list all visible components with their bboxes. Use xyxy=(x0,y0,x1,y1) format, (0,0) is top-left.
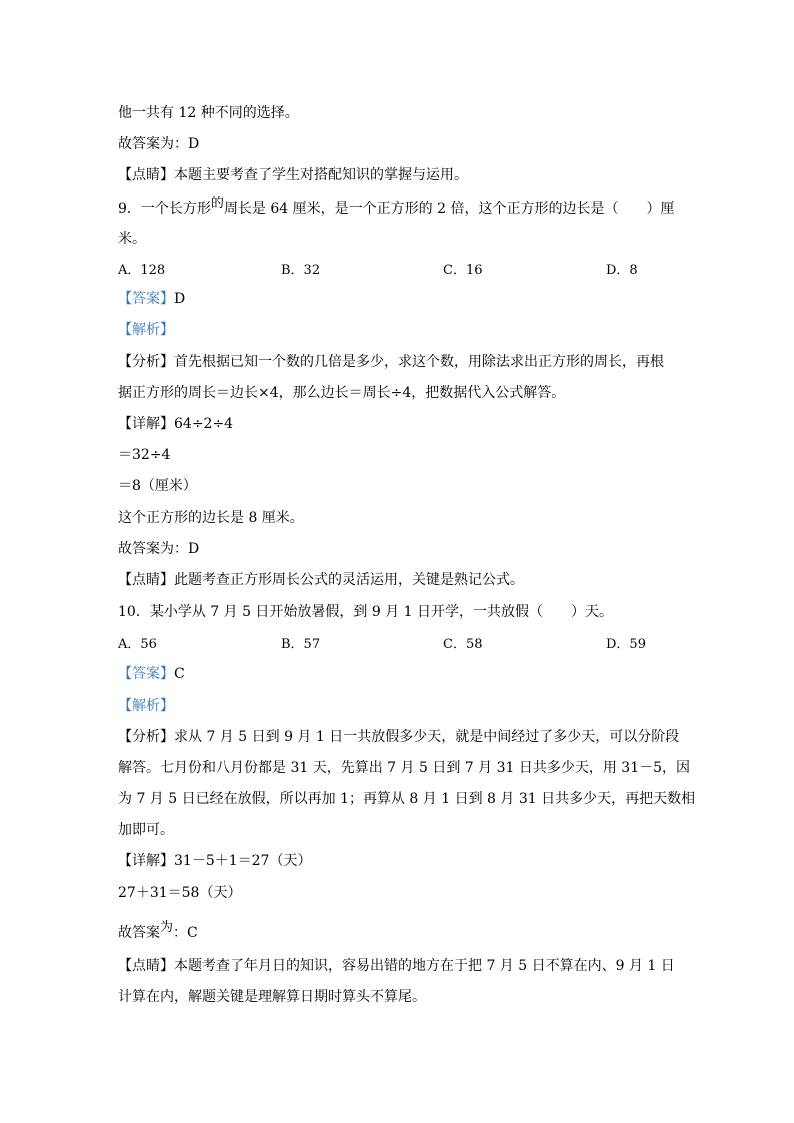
q9-stem-line-2: 米。 xyxy=(118,231,146,247)
q9-fenxi-line-1: 【分析】首先根据已知一个数的几倍是多少，求这个数，用除法求出正方形的周长，再根 xyxy=(118,354,664,370)
q9-answer: 【答案】D xyxy=(118,291,186,307)
q10-answer: 【答案】C xyxy=(118,666,185,682)
q9-analysis-heading: 【解析】 xyxy=(118,322,174,338)
q10-detail-line-1: 【详解】31－5＋1＝27（天） xyxy=(118,853,312,869)
q9-comment: 【点睛】此题考查正方形周长公式的灵活运用，关键是熟记公式。 xyxy=(118,572,524,588)
q9-stem-line-1: 9．一个长方形的周长是 64 厘米，是一个正方形的 2 倍，这个正方形的边长是（ ）厘 xyxy=(118,196,675,217)
q10-comment-line-2: 计算在内，解题关键是理解算日期时算头不算尾。 xyxy=(118,989,426,1005)
q9-detail-line-2: ＝32÷4 xyxy=(118,447,171,463)
q10-option-b: B．57 xyxy=(281,637,321,652)
q10-stem: 10．某小学从 7 月 5 日开始放暑假，到 9 月 1 日开学，一共放假（ ）天。 xyxy=(118,604,614,620)
q10-option-d: D．59 xyxy=(606,637,646,652)
q9-fenxi-line-2: 据正方形的周长＝边长×4，那么边长＝周长÷4，把数据代入公式解答。 xyxy=(118,385,566,401)
q10-fenxi-line-1: 【分析】求从 7 月 5 日到 9 月 1 日一共放假多少天，就是中间经过了多少天，可以分阶段 xyxy=(118,729,680,745)
q8-conclusion: 他一共有 12 种不同的选择。 xyxy=(118,105,299,121)
q9-detail-line-3: ＝8（厘米） xyxy=(118,478,197,494)
q9-detail-line-1: 【详解】64÷2÷4 xyxy=(118,416,234,432)
q8-comment: 【点睛】本题主要考查了学生对搭配知识的掌握与运用。 xyxy=(118,167,468,183)
q10-fenxi-line-3: 为 7 月 5 日已经在放假，所以再加 1；再算从 8 月 1 日到 8 月 31 日共多少天，再把天数相 xyxy=(118,791,696,807)
q9-final-answer: 故答案为：D xyxy=(118,541,200,557)
q10-detail-line-2: 27＋31＝58（天） xyxy=(118,885,242,901)
q10-final-answer: 故答案为：C xyxy=(118,920,198,941)
q9-option-d: D．8 xyxy=(606,263,638,278)
q10-comment-line-1: 【点睛】本题考查了年月日的知识，容易出错的地方在于把 7 月 5 日不算在内、9 月 1 日 xyxy=(118,958,675,974)
q10-analysis-heading: 【解析】 xyxy=(118,698,174,714)
q10-fenxi-line-2: 解答。七月份和八月份都是 31 天，先算出 7 月 5 日到 7 月 31 日共多少天，用 31－5，因 xyxy=(118,760,691,776)
q9-option-b: B．32 xyxy=(281,263,321,278)
q9-option-a: A．128 xyxy=(118,263,166,278)
q10-option-c: C．58 xyxy=(443,637,483,652)
q8-answer: 故答案为：D xyxy=(118,136,200,152)
q9-detail-line-4: 这个正方形的边长是 8 厘米。 xyxy=(118,510,304,526)
q10-option-a: A．56 xyxy=(118,637,157,652)
q9-option-c: C．16 xyxy=(443,263,483,278)
q10-fenxi-line-4: 加即可。 xyxy=(118,822,174,838)
